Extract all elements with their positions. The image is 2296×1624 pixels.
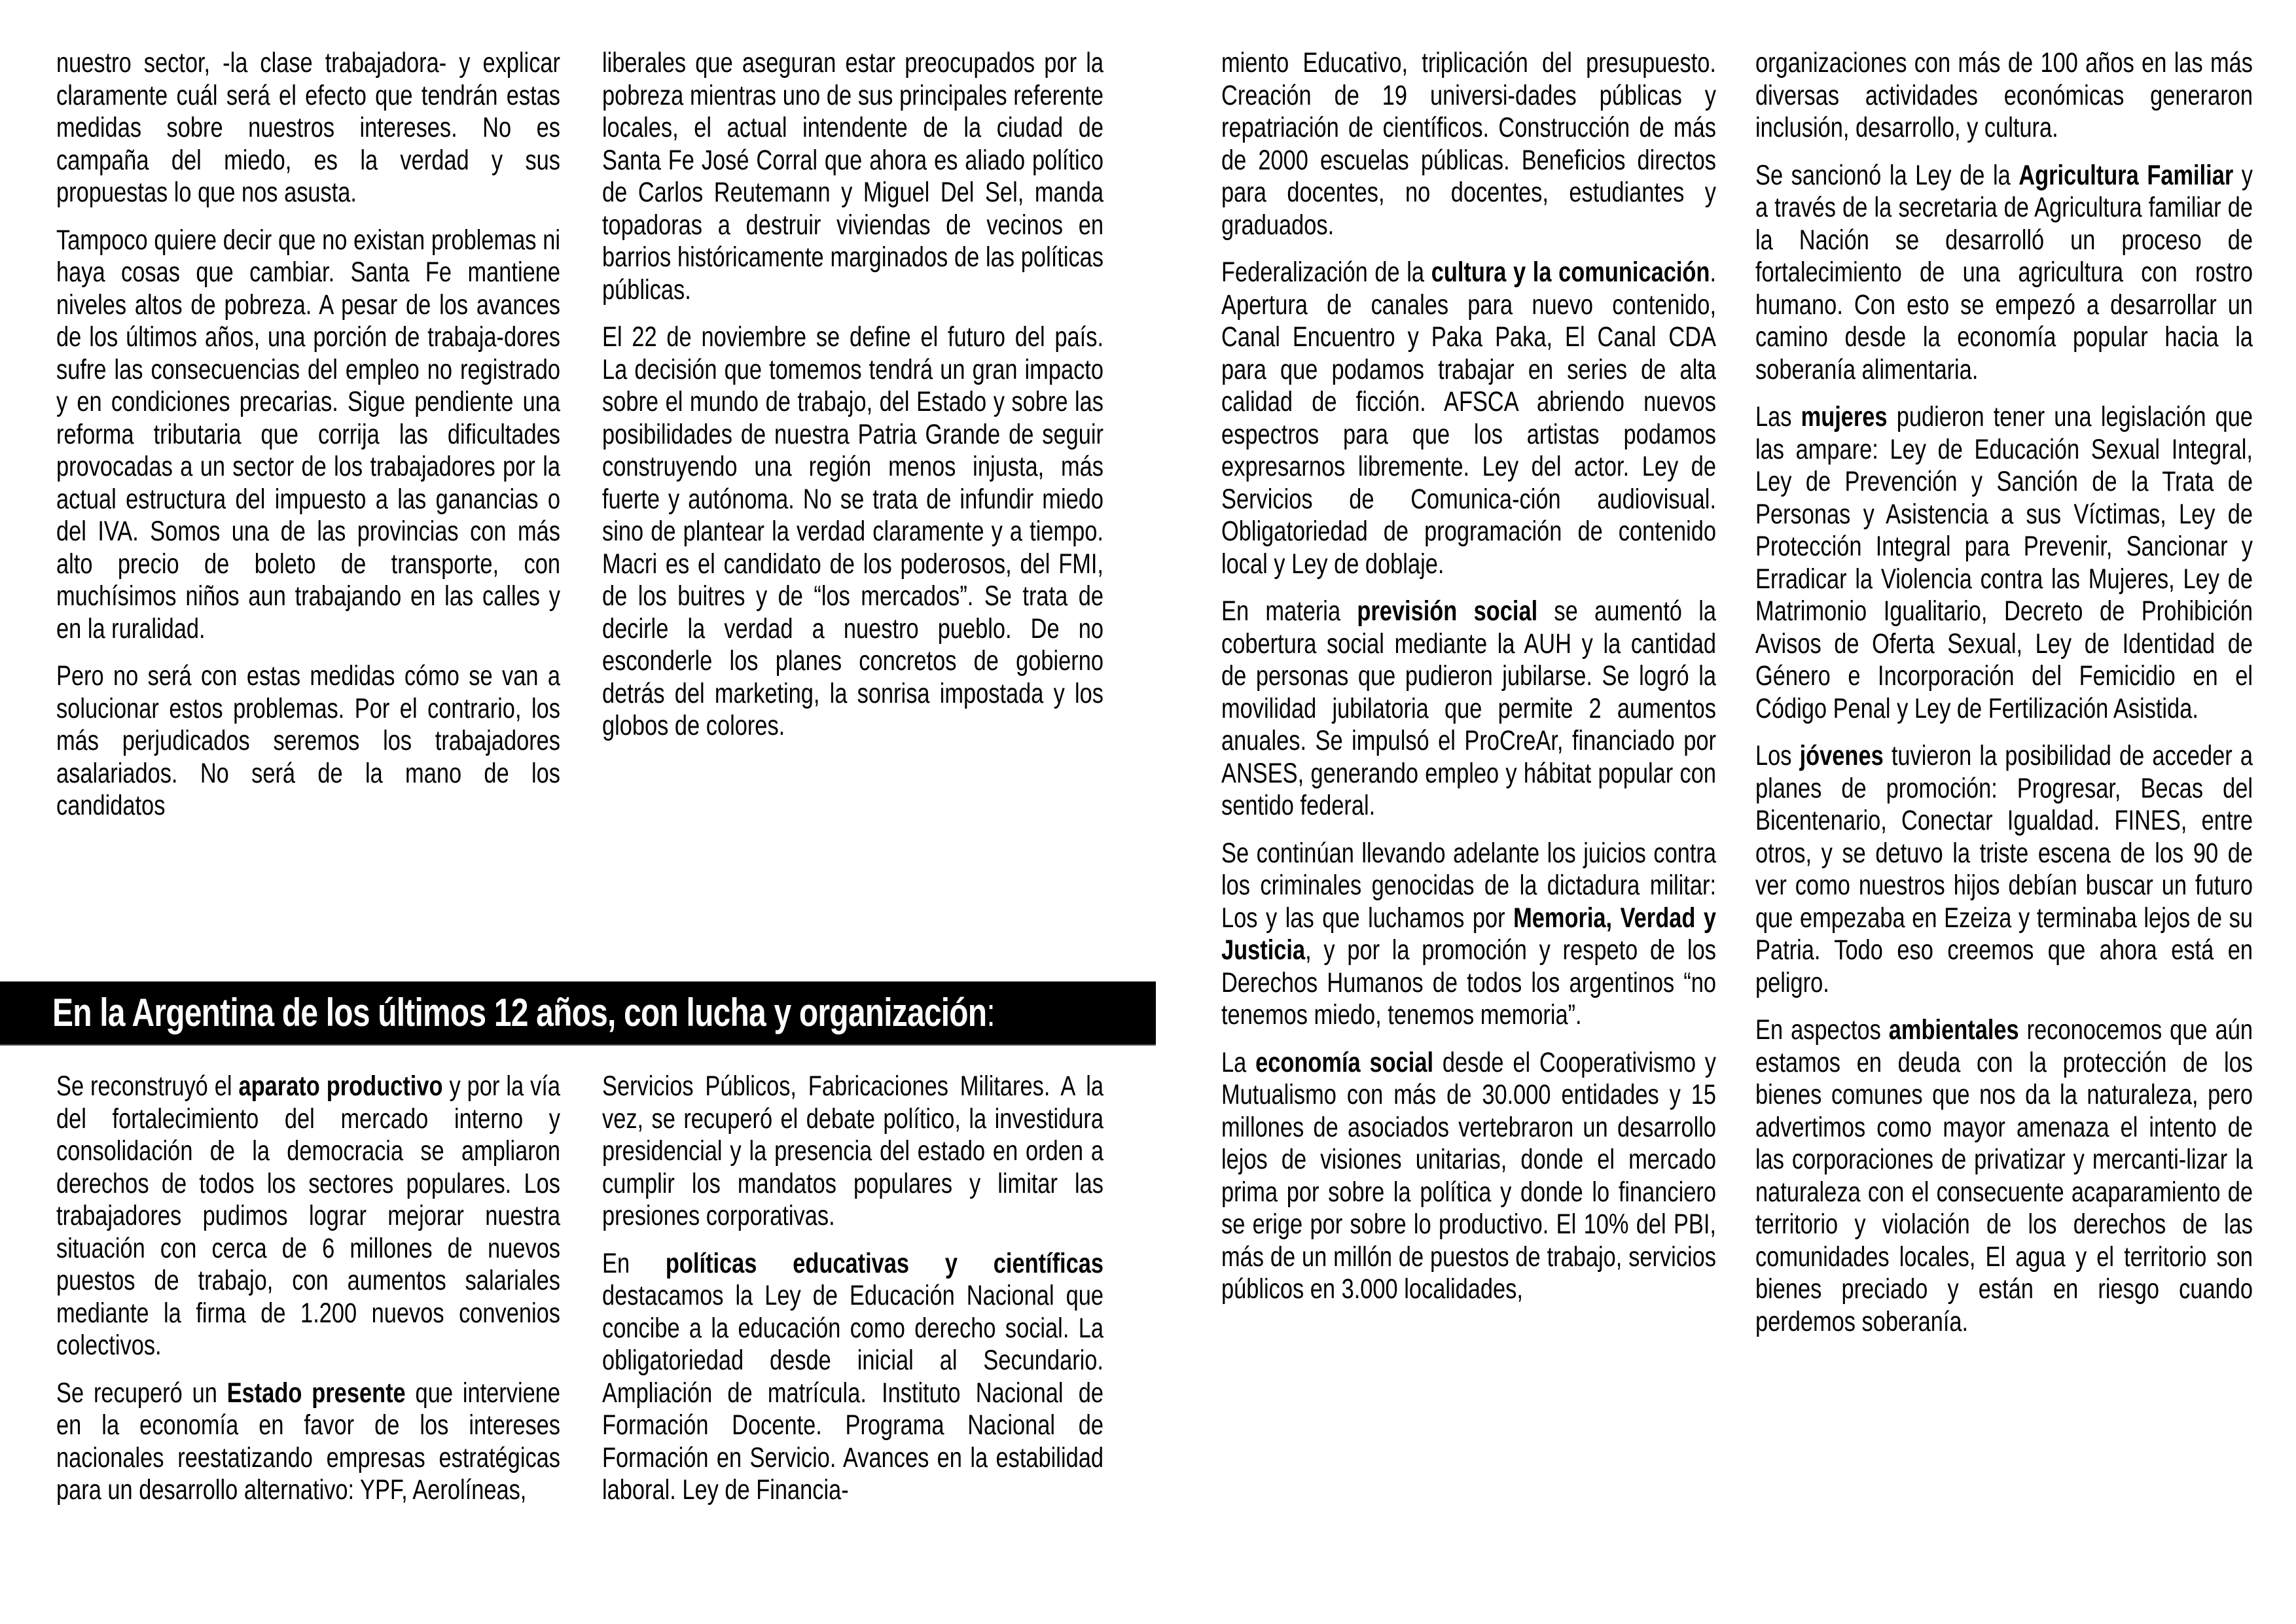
paragraph-family-agriculture — [1755, 160, 2253, 387]
text: La — [1221, 1046, 1256, 1078]
text: desde el Cooperativismo y Mutualismo con más de 30.000 entidades y 15 millones de asociados vertebraron un desarrollo lejos de visiones unitarias, donde el mercado prima por sobre la política y donde lo financiero se erige por sobre lo productivo. El 10% del PBI, más de un millón de puestos de trabajo, servicios públicos en 3.000 localidades, — [1221, 1046, 1716, 1305]
paragraph-women — [1755, 401, 2253, 725]
column-2-top — [602, 47, 1103, 758]
highlight: políticas educativas y científicas — [665, 1247, 1104, 1279]
highlight: ambientales — [1888, 1014, 2019, 1046]
paragraph-environment — [1755, 1014, 2253, 1338]
paragraph-present-state — [56, 1377, 560, 1507]
column-1-bottom — [56, 1070, 560, 1522]
paragraph: Pero no será con estas medidas cómo se van a solucionar estos problemas. Por el contrario, los más perjudicados seremos los trabajadores asalariados. No será de la mano de los candidatos — [56, 660, 560, 821]
section-banner — [0, 981, 1156, 1046]
text: que interviene en la economía en favor de los intereses nacionales reestatizando empresas estratégicas para un desarrollo alternativo: YPF, Aerolíneas, — [56, 1377, 560, 1506]
highlight: cultura y la comunicación — [1431, 256, 1710, 288]
highlight: jóvenes — [1799, 740, 1884, 771]
paragraph-youth — [1755, 740, 2253, 999]
text: reconocemos que aún estamos en deuda con la protección de los bienes comunes que nos da la naturaleza, pero advertimos como mayor amenaza el intento de las corporaciones de privatizar y mercanti-lizar la naturaleza con el consecuente acaparamiento de territorio y violación de los derechos de las comunidades locales, El agua y el territorio son bienes preciado y están en riesgo cuando perdemos soberanía. — [1755, 1014, 2253, 1337]
text: y a través de la secretaria de Agricultura familiar de la Nación se desarrolló un proceso de fortalecimiento de una agricultura con rostro humano. Con esto se empezó a desarrollar un camino desde la economía popular hacia la soberanía alimentaria. — [1755, 159, 2253, 385]
text: En materia — [1221, 595, 1357, 627]
column-3 — [1221, 47, 1716, 1321]
paragraph-productive-apparatus — [56, 1070, 560, 1362]
text: Se continúan llevando adelante los juicios contra los criminales genocidas de la dictadura militar: Los y las que luchamos por — [1221, 837, 1716, 934]
text: tuvieron la posibilidad de acceder a planes de promoción: Progresar, Becas del Bicentenario, Conectar Igualdad. FINES, entre otros, y se detuvo la triste escena de los 90 de ver como nuestros hijos debían buscar un futuro que empezaba en Ezeiza y terminaba lejos de su Patria. Todo eso creemos que ahora está en peligro. — [1755, 740, 2253, 998]
paragraph-social-economy — [1221, 1047, 1716, 1306]
text: se aumentó la cobertura social mediante la AUH y la cantidad de personas que pudieron jubilarse. Se logró la movilidad jubilatoria que permite 2 aumentos anuales. Se impulsó el ProCreAr, financiado por ANSES, generando empleo y hábitat popular con sentido federal. — [1221, 595, 1716, 821]
text: y por la vía del fortalecimiento del mercado interno y consolidación de la democracia se ampliaron derechos de todos los sectores populares. Los trabajadores pudimos lograr mejorar nuestra situación con cerca de 6 millones de nuevos puestos de trabajo, con aumentos salariales mediante la firma de 1.200 nuevos convenios colectivos. — [56, 1070, 561, 1361]
paragraph: Servicios Públicos, Fabricaciones Militares. A la vez, se recuperó el debate político, la investidura presidencial y la presencia del estado en orden a cumplir los mandatos populares y limitar las presiones corporativas. — [602, 1070, 1103, 1231]
highlight: Estado presente — [226, 1377, 406, 1409]
paragraph: liberales que aseguran estar preocupados por la pobreza mientras uno de sus principales referente locales, el actual intendente de la ciudad de Santa Fe José Corral que ahora es aliado político de Carlos Reutemann y Miguel Del Sel, manda topadoras a destruir viviendas de vecinos en barrios históricamente marginados de las políticas públicas. — [602, 47, 1103, 306]
paragraph-culture — [1221, 256, 1716, 580]
text: , y por la promoción y respeto de los Derechos Humanos de todos los argentinos “no tenemos miedo, tenemos memoria”. — [1221, 934, 1716, 1031]
text: Federalización de la — [1221, 256, 1431, 288]
paragraph: miento Educativo, triplicación del presupuesto. Creación de 19 universi-dades públicas y repatriación de científicos. Construcción de más de 2000 escuelas públicas. Beneficios directos para docentes, no docentes, estudiantes y graduados. — [1221, 47, 1716, 241]
text: destacamos la Ley de Educación Nacional que concibe a la educación como derecho social. La obligatoriedad desde inicial al Secundario. Ampliación de matrícula. Instituto Nacional de Formación Docente. Programa Nacional de Formación en Servicio. Avances en la estabilidad laboral. Ley de Financia- — [602, 1280, 1103, 1506]
text: Se recuperó un — [56, 1377, 227, 1409]
paragraph-social-security — [1221, 595, 1716, 822]
highlight: economía social — [1255, 1046, 1434, 1078]
column-1-top — [56, 47, 560, 838]
section-heading — [52, 989, 995, 1036]
paragraph: Tampoco quiere decir que no existan problemas ni haya cosas que cambiar. Santa Fe mantiene niveles altos de pobreza. A pesar de los avances de los últimos años, una porción de trabaja-dores sufre las consecuencias del empleo no registrado y en condiciones precarias. Sigue pendiente una reforma tributaria que corrija las dificultades provocadas a un sector de los trabajadores por la actual estructura del impuesto a las ganancias o del IVA. Somos una de las provincias con más alto precio de boleto de transporte, con muchísimos niños aun trabajando en las calles y en la ruralidad. — [56, 224, 560, 644]
text: Los — [1755, 740, 1800, 771]
paragraph: organizaciones con más de 100 años en las más diversas actividades económicas generaron inclusión, desarrollo, y cultura. — [1755, 47, 2253, 143]
text: Las — [1755, 401, 1801, 432]
text: . Apertura de canales para nuevo contenido, Canal Encuentro y Paka Paka, El Canal CDA para que podamos trabajar en series de alta calidad de ficción. AFSCA abriendo nuevos espectros para que los artistas podamos expresarnos libremente. Ley del actor. Ley de Servicios de Comunica-ción audiovisual. Obligatoriedad de programación de contenido local y Ley de doblaje. — [1221, 256, 1716, 580]
paragraph-education-policy — [602, 1248, 1103, 1507]
section-heading-colon: : — [986, 991, 995, 1034]
highlight: mujeres — [1801, 401, 1888, 432]
highlight: Agricultura Familiar — [2018, 159, 2234, 191]
text: En aspectos — [1755, 1014, 1889, 1046]
highlight: aparato productivo — [238, 1070, 443, 1102]
text: Se sancionó la Ley de la — [1755, 159, 2019, 191]
paragraph: El 22 de noviembre se define el futuro del país. La decisión que tomemos tendrá un gran impacto sobre el mundo de trabajo, del Estado y sobre las posibilidades de nuestra Patria Grande de seguir construyendo una región menos injusta, más fuerte y autónoma. No se trata de infundir miedo sino de plantear la verdad claramente y a tiempo. Macri es el candidato de los poderosos, del FMI, de los buitres y de “los mercados”. Se trata de decirle la verdad a nuestro pueblo. De no esconderle los planes concretos de gobierno detrás del marketing, la sonrisa impostada y los globos de colores. — [602, 321, 1103, 741]
text: En — [602, 1247, 666, 1279]
text: Se reconstruyó el — [56, 1070, 239, 1102]
highlight: previsión social — [1357, 595, 1538, 627]
highlight: Memoria, Verdad y Justicia — [1221, 902, 1716, 966]
section-heading-text: En la Argentina de los últimos 12 años, con lucha y organización — [52, 991, 987, 1034]
paragraph: nuestro sector, -la clase trabajadora- y explicar claramente cuál será el efecto que tendrán estas medidas sobre nuestros intereses. No es campaña del miedo, es la verdad y sus propuestas lo que nos asusta. — [56, 47, 560, 208]
text: pudieron tener una legislación que las ampare: Ley de Educación Sexual Integral, Ley de Prevención y Sanción de la Trata de Personas y Asistencia a sus Víctimas, Ley de Protección Integral para Prevenir, Sancionar y Erradicar la Violencia contra las Mujeres, Ley de Matrimonio Igualitario, Decreto de Prohibición Avisos de Oferta Sexual, Ley de Identidad de Género e Incorporación del Femicidio en el Código Penal y Ley de Fertilización Asistida. — [1755, 401, 2253, 724]
column-2-bottom — [602, 1070, 1103, 1522]
paragraph-human-rights — [1221, 838, 1716, 1032]
column-4 — [1755, 47, 2253, 1353]
